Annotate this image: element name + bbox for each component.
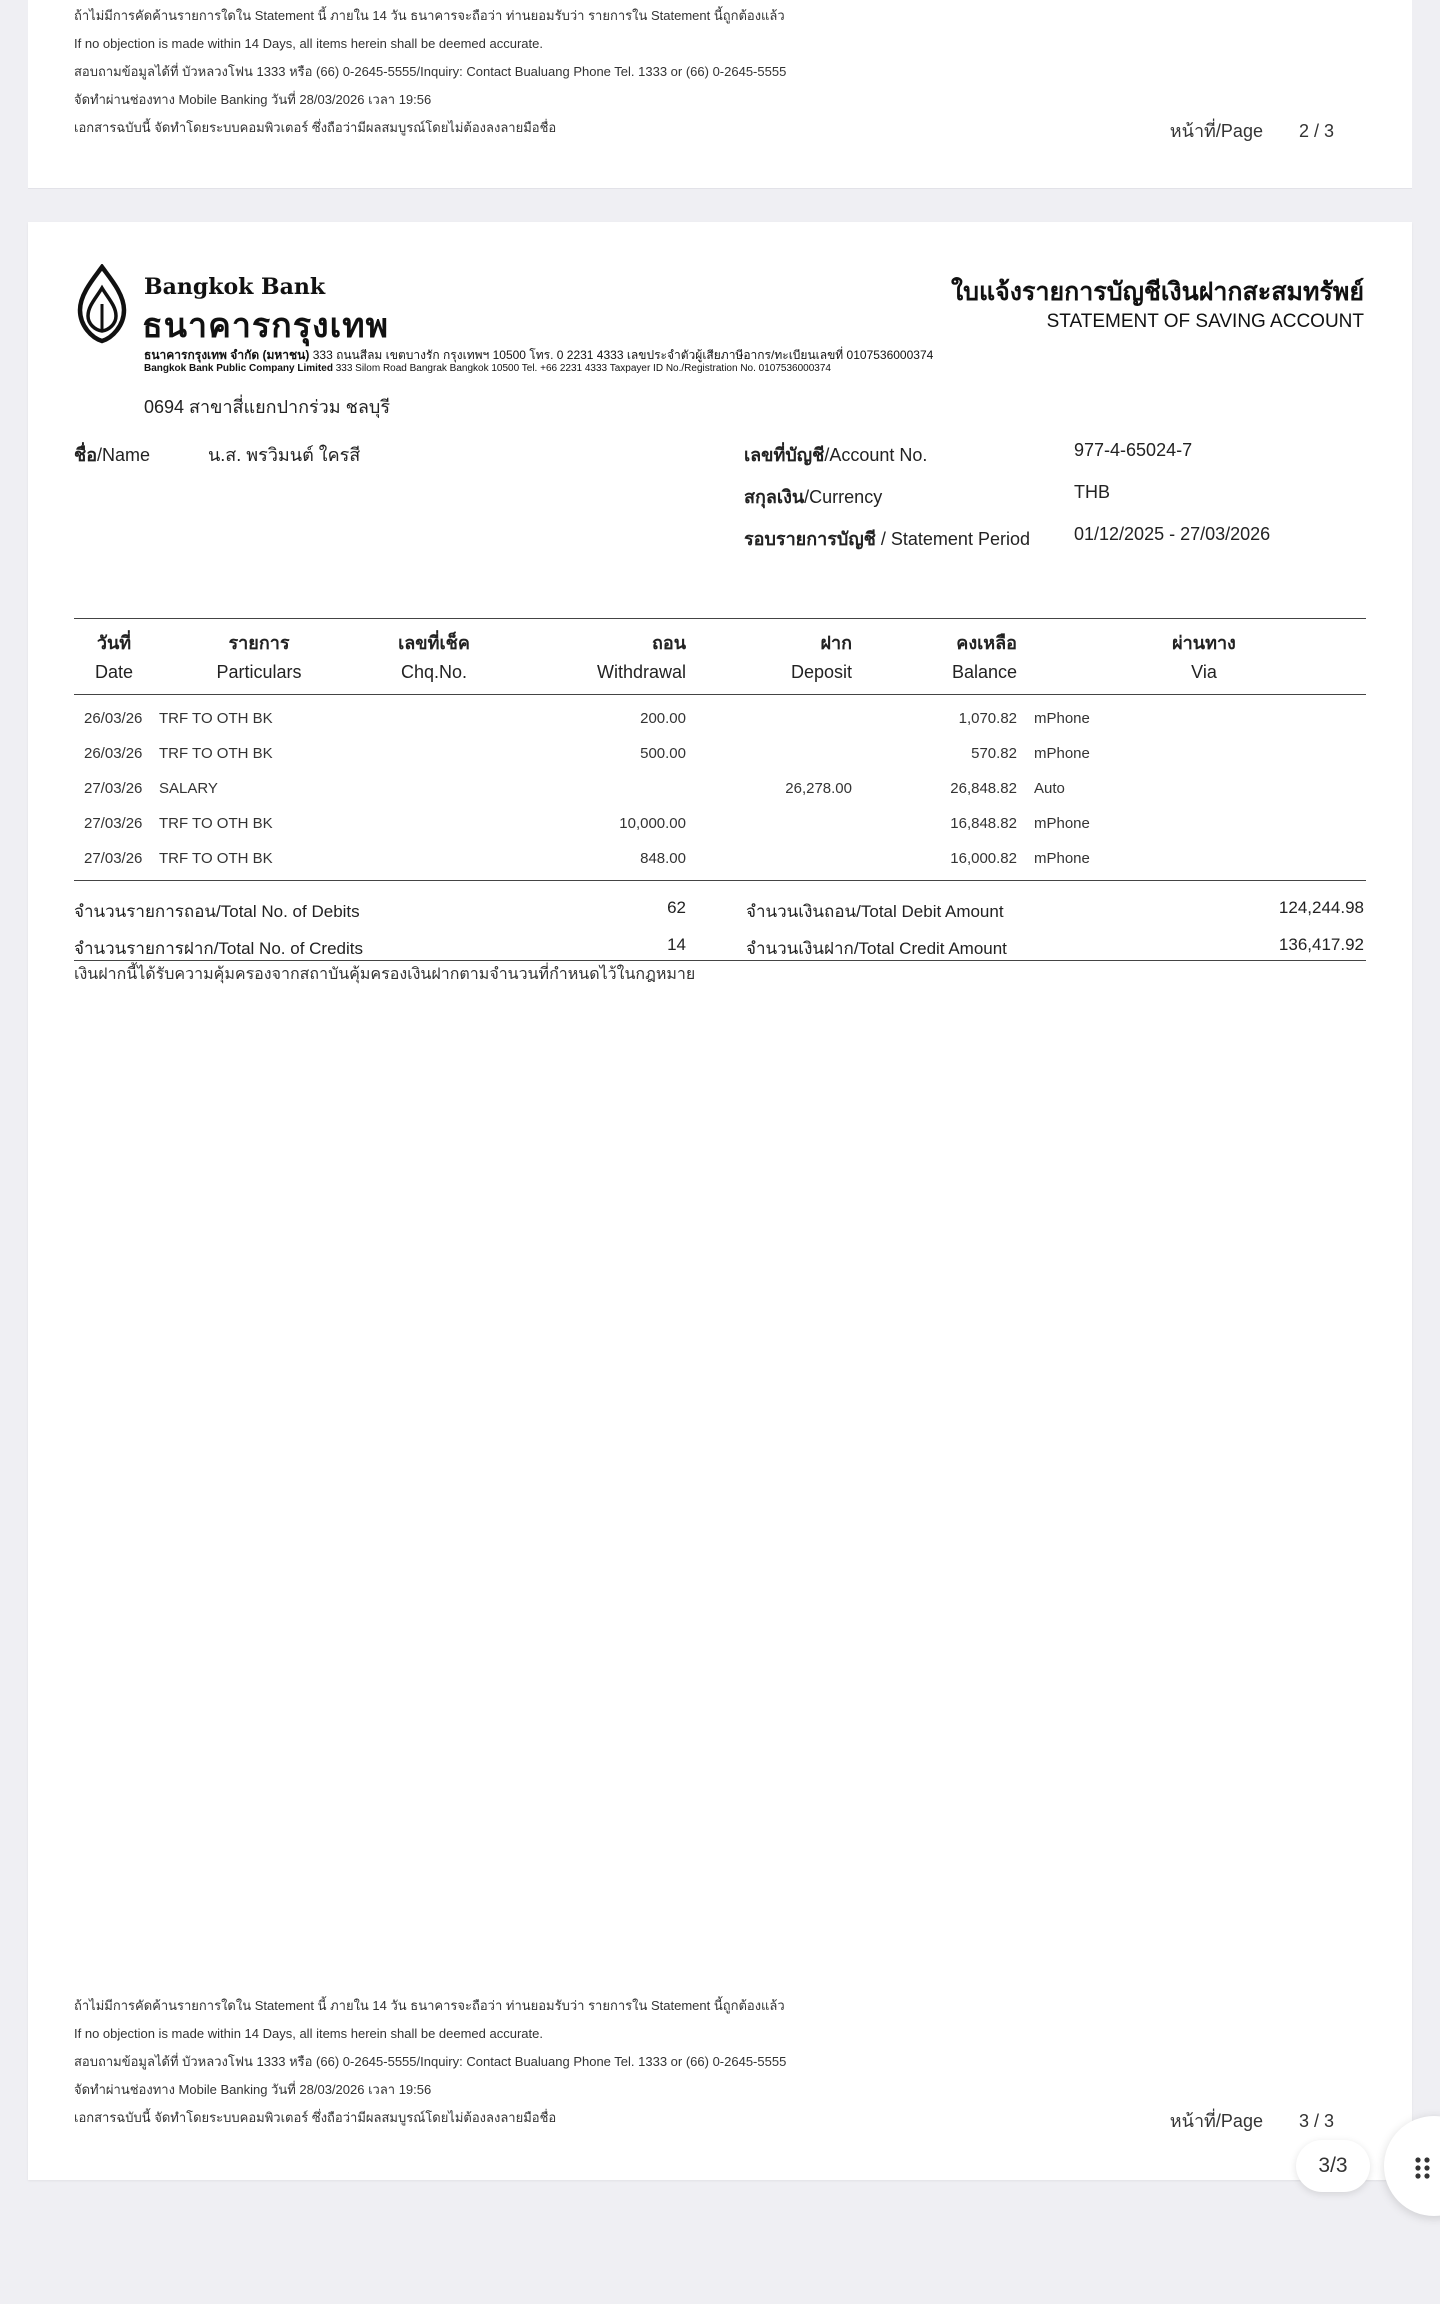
table-row bbox=[74, 807, 1366, 842]
table-row bbox=[74, 702, 1366, 737]
row-particulars: TRF TO OTH BK bbox=[159, 710, 273, 727]
table-bottom-rule bbox=[74, 880, 1366, 881]
row-date: 27/03/26 bbox=[84, 850, 143, 867]
footer-line: จัดทำผ่านช่องทาง Mobile Banking วันที่ 28/03/2026 เวลา 19:56 bbox=[74, 2082, 432, 2097]
account-number: 977-4-65024-7 bbox=[1074, 440, 1193, 460]
page-indicator-badge[interactable]: 3/3 bbox=[1296, 2140, 1370, 2192]
header-via-en: Via bbox=[1191, 662, 1217, 682]
footer-line: ถ้าไม่มีการคัดค้านรายการใดใน Statement นี้ ภายใน 14 วัน ธนาคารจะถือว่า ท่านยอมรับว่า รายการใน Statement นี้ถูกต้องแล้ว bbox=[74, 1998, 785, 2013]
table-header-rule bbox=[74, 694, 1366, 695]
row-particulars: TRF TO OTH BK bbox=[159, 745, 273, 762]
currency-label-en: /Currency bbox=[804, 487, 883, 507]
statement-period: 01/12/2025 - 27/03/2026 bbox=[1074, 524, 1271, 544]
statement-title-th: ใบแจ้งรายการบัญชีเงินฝากสะสมทรัพย์ bbox=[950, 278, 1364, 306]
page-number bbox=[1170, 116, 1334, 145]
footer-line: สอบถามข้อมูลได้ที่ บัวหลวงโฟน 1333 หรือ (66) 0-2645-5555/Inquiry: Contact Bualuang Phone Tel. 1333 or (66) 0-2645-5555 bbox=[74, 64, 787, 79]
footer-line: เอกสารฉบับนี้ จัดทำโดยระบบคอมพิวเตอร์ ซึ่งถือว่ามีผลสมบูรณ์โดยไม่ต้องลงลายมือชื่อ bbox=[74, 120, 557, 135]
footer-line: จัดทำผ่านช่องทาง Mobile Banking วันที่ 28/03/2026 เวลา 19:56 bbox=[74, 92, 432, 107]
header-date-en: Date bbox=[94, 662, 134, 682]
row-balance: 16,848.82 bbox=[950, 815, 1017, 832]
account-number-label-en: /Account No. bbox=[824, 445, 928, 465]
row-withdrawal: 10,000.00 bbox=[619, 815, 686, 832]
footer-line: If no objection is made within 14 Days, all items herein shall be deemed accurate. bbox=[74, 36, 543, 51]
statement-period-label-en: / Statement Period bbox=[875, 529, 1030, 549]
header-particulars-th: รายการ bbox=[228, 633, 290, 653]
summary-bottom-rule bbox=[74, 960, 1366, 961]
header-chq-en: Chq.No. bbox=[400, 662, 468, 682]
row-withdrawal: 848.00 bbox=[640, 850, 686, 867]
total-debits-count: 62 bbox=[667, 898, 686, 917]
row-date: 26/03/26 bbox=[84, 745, 143, 762]
statement-period-label bbox=[744, 524, 1030, 553]
row-balance: 16,000.82 bbox=[950, 850, 1017, 867]
table-row bbox=[74, 842, 1366, 877]
address-en-text: 333 Silom Road Bangrak Bangkok 10500 Tel. +66 2231 4333 Taxpayer ID No./Registration No. 0107536000374 bbox=[335, 363, 831, 374]
deposit-protection-note: เงินฝากนี้ได้รับความคุ้มครองจากสถาบันคุ้มครองเงินฝากตามจำนวนที่กำหนดไว้ในกฎหมาย bbox=[74, 966, 696, 983]
current-page bbox=[28, 222, 1412, 2180]
header-balance-en: Balance bbox=[951, 662, 1017, 682]
header-via-th: ผ่านทาง bbox=[1172, 633, 1236, 653]
bangkok-bank-logo-icon bbox=[74, 264, 130, 344]
account-holder-name: น.ส. พรวิมนต์ ใครสี bbox=[208, 445, 361, 465]
header-withdrawal-th: ถอน bbox=[651, 633, 686, 653]
total-debits-label: จำนวนรายการถอน/Total No. of Debits bbox=[74, 902, 360, 921]
table-row bbox=[74, 737, 1366, 772]
currency-label-th: สกุลเงิน bbox=[744, 487, 805, 507]
row-via: Auto bbox=[1034, 780, 1065, 797]
page-footer bbox=[74, 1992, 786, 2132]
row-via: mPhone bbox=[1034, 850, 1090, 867]
total-credits-label: จำนวนรายการฝาก/Total No. of Credits bbox=[74, 939, 363, 958]
row-date: 27/03/26 bbox=[84, 815, 143, 832]
row-balance: 570.82 bbox=[971, 745, 1017, 762]
row-balance: 26,848.82 bbox=[950, 780, 1017, 797]
currency-value: THB bbox=[1074, 482, 1110, 502]
row-particulars: TRF TO OTH BK bbox=[159, 815, 273, 832]
footer-line: สอบถามข้อมูลได้ที่ บัวหลวงโฟน 1333 หรือ (66) 0-2645-5555/Inquiry: Contact Bualuang Phone Tel. 1333 or (66) 0-2645-5555 bbox=[74, 2054, 787, 2069]
row-particulars: SALARY bbox=[159, 780, 218, 797]
total-debit-amount: 124,244.98 bbox=[1278, 898, 1364, 917]
table-row bbox=[74, 772, 1366, 807]
name-label bbox=[74, 440, 150, 469]
currency-label bbox=[744, 482, 882, 511]
account-number-label bbox=[744, 440, 927, 469]
bank-legal-name-th: ธนาคารกรุงเทพ จำกัด (มหาชน) bbox=[144, 348, 310, 362]
footer-line: เอกสารฉบับนี้ จัดทำโดยระบบคอมพิวเตอร์ ซึ่งถือว่ามีผลสมบูรณ์โดยไม่ต้องลงลายมือชื่อ bbox=[74, 2110, 557, 2125]
account-number-label-th: เลขที่บัญชี bbox=[744, 445, 825, 465]
name-label-th: ชื่อ bbox=[74, 445, 98, 465]
page-number bbox=[1170, 2106, 1334, 2135]
total-credit-amount: 136,417.92 bbox=[1278, 935, 1364, 954]
row-via: mPhone bbox=[1034, 710, 1090, 727]
row-via: mPhone bbox=[1034, 815, 1090, 832]
row-date: 26/03/26 bbox=[84, 710, 143, 727]
address-th-text: 333 ถนนสีลม เขตบางรัก กรุงเทพฯ 10500 โทร. 0 2231 4333 เลขประจำตัวผู้เสียภาษีอากร/ทะเบียนเลขที่ 0107536000374 bbox=[312, 348, 934, 362]
footer-line: ถ้าไม่มีการคัดค้านรายการใดใน Statement นี้ ภายใน 14 วัน ธนาคารจะถือว่า ท่านยอมรับว่า รายการใน Statement นี้ถูกต้องแล้ว bbox=[74, 8, 785, 23]
header-particulars-en: Particulars bbox=[216, 662, 302, 682]
grid-dots-icon bbox=[1414, 2156, 1438, 2180]
header-withdrawal-en: Withdrawal bbox=[596, 662, 686, 682]
header-chq-th: เลขที่เช็ค bbox=[398, 633, 470, 653]
header-deposit-en: Deposit bbox=[790, 662, 852, 682]
row-withdrawal: 500.00 bbox=[640, 745, 686, 762]
previous-page bbox=[28, 0, 1412, 189]
header-balance-th: คงเหลือ bbox=[956, 633, 1017, 653]
row-balance: 1,070.82 bbox=[958, 710, 1017, 727]
footer-line: If no objection is made within 14 Days, all items herein shall be deemed accurate. bbox=[74, 2026, 543, 2041]
total-debit-amount-label: จำนวนเงินถอน/Total Debit Amount bbox=[746, 902, 1004, 921]
row-particulars: TRF TO OTH BK bbox=[159, 850, 273, 867]
total-credits-count: 14 bbox=[667, 935, 686, 954]
branch-name: 0694 สาขาสี่แยกปากร่วม ชลบุรี bbox=[144, 397, 390, 417]
bank-address-en bbox=[144, 363, 831, 374]
row-withdrawal: 200.00 bbox=[640, 710, 686, 727]
bank-legal-name-en: Bangkok Bank Public Company Limited bbox=[144, 363, 333, 374]
page-label: หน้าที่/Page bbox=[1169, 121, 1263, 141]
table-top-rule bbox=[74, 618, 1366, 619]
row-deposit: 26,278.00 bbox=[785, 780, 852, 797]
statement-title-en: STATEMENT OF SAVING ACCOUNT bbox=[1046, 311, 1364, 332]
row-via: mPhone bbox=[1034, 745, 1090, 762]
statement-period-label-th: รอบรายการบัญชี bbox=[744, 529, 876, 549]
name-label-en: /Name bbox=[97, 445, 151, 465]
header-date-th: วันที่ bbox=[96, 633, 132, 653]
bank-name-th: ธนาคารกรุงเทพ bbox=[142, 306, 390, 346]
header-deposit-th: ฝาก bbox=[820, 633, 852, 653]
total-credit-amount-label: จำนวนเงินฝาก/Total Credit Amount bbox=[746, 939, 1007, 958]
page-label: หน้าที่/Page bbox=[1169, 2111, 1263, 2131]
page-number-value: 3 / 3 bbox=[1298, 2111, 1334, 2131]
row-date: 27/03/26 bbox=[84, 780, 143, 797]
page-footer bbox=[74, 2, 786, 142]
page-number-value: 2 / 3 bbox=[1298, 121, 1334, 141]
bank-name-en: Bangkok Bank bbox=[144, 274, 326, 300]
